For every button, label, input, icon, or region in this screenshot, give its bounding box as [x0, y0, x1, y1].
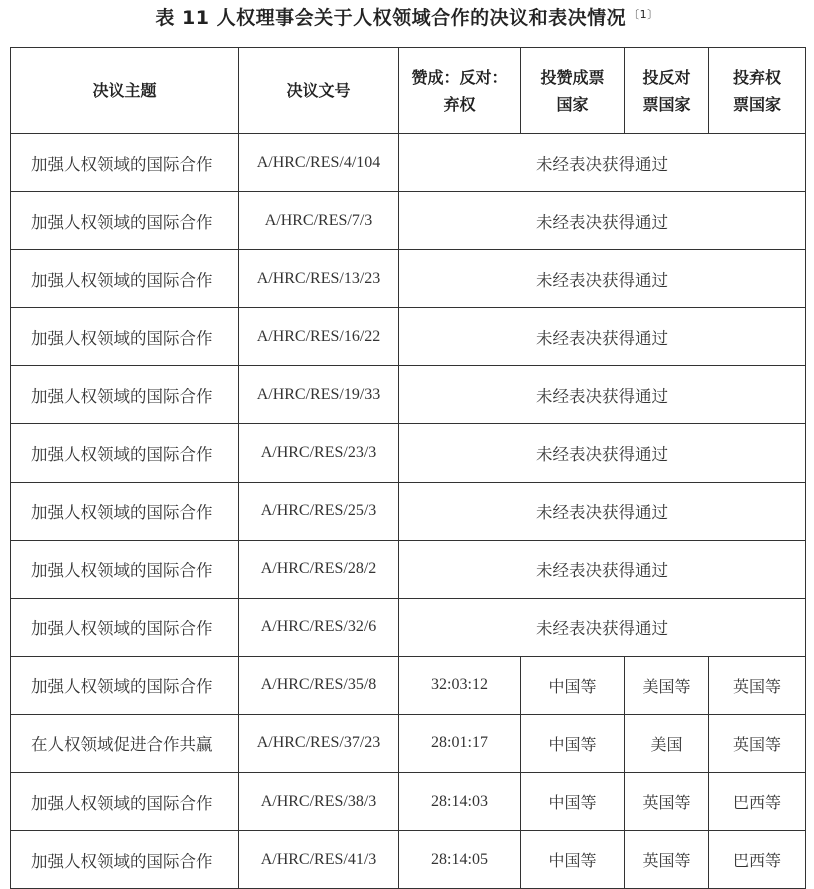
cell-doc-number: A/HRC/RES/19/33	[239, 366, 399, 424]
cell-doc-number: A/HRC/RES/32/6	[239, 598, 399, 656]
cell-topic: 加强人权领域的国际合作	[11, 250, 239, 308]
cell-adopted-without-vote: 未经表决获得通过	[399, 424, 806, 482]
cell-doc-number: A/HRC/RES/28/2	[239, 540, 399, 598]
cell-topic: 加强人权领域的国际合作	[11, 192, 239, 250]
cell-topic: 加强人权领域的国际合作	[11, 482, 239, 540]
table-row	[11, 134, 806, 192]
header-abstain-line1: 投弃权	[732, 67, 781, 87]
cell-topic: 加强人权领域的国际合作	[11, 831, 239, 889]
cell-doc-number: A/HRC/RES/13/23	[239, 250, 399, 308]
header-abstain-line2: 票国家	[732, 94, 781, 114]
cell-topic: 加强人权领域的国际合作	[11, 134, 239, 192]
cell-abstain-countries: 巴西等	[709, 773, 806, 831]
cell-vote-tally: 28:14:03	[399, 773, 521, 831]
table-header-row	[11, 48, 806, 134]
cell-doc-number: A/HRC/RES/7/3	[239, 192, 399, 250]
cell-doc-number: A/HRC/RES/41/3	[239, 831, 399, 889]
header-topic: 决议主题	[11, 48, 239, 134]
header-no-countries	[625, 48, 709, 134]
cell-topic: 在人权领域促进合作共赢	[11, 714, 239, 772]
footnote-mark: 〔1〕	[628, 8, 659, 21]
cell-yes-countries: 中国等	[521, 773, 625, 831]
header-yes-line2: 国家	[556, 94, 589, 114]
cell-adopted-without-vote: 未经表决获得通过	[399, 250, 806, 308]
cell-topic: 加强人权领域的国际合作	[11, 656, 239, 714]
cell-doc-number: A/HRC/RES/35/8	[239, 656, 399, 714]
cell-abstain-countries: 巴西等	[709, 831, 806, 889]
cell-no-countries: 美国等	[625, 656, 709, 714]
header-yes-countries	[521, 48, 625, 134]
table-row	[11, 656, 806, 714]
table-row	[11, 540, 806, 598]
table-title	[0, 4, 814, 32]
cell-abstain-countries: 英国等	[709, 714, 806, 772]
cell-vote-tally: 28:14:05	[399, 831, 521, 889]
cell-topic: 加强人权领域的国际合作	[11, 366, 239, 424]
table-row	[11, 773, 806, 831]
cell-doc-number: A/HRC/RES/25/3	[239, 482, 399, 540]
cell-topic: 加强人权领域的国际合作	[11, 424, 239, 482]
cell-yes-countries: 中国等	[521, 656, 625, 714]
cell-vote-tally: 28:01:17	[399, 714, 521, 772]
header-votes-line2: 弃权	[443, 94, 476, 114]
cell-adopted-without-vote: 未经表决获得通过	[399, 134, 806, 192]
cell-no-countries: 英国等	[625, 773, 709, 831]
cell-doc-number: A/HRC/RES/37/23	[239, 714, 399, 772]
header-no-line2: 票国家	[642, 94, 691, 114]
cell-doc-number: A/HRC/RES/16/22	[239, 308, 399, 366]
cell-doc-number: A/HRC/RES/38/3	[239, 773, 399, 831]
table-row	[11, 424, 806, 482]
cell-adopted-without-vote: 未经表决获得通过	[399, 308, 806, 366]
cell-adopted-without-vote: 未经表决获得通过	[399, 482, 806, 540]
cell-doc-number: A/HRC/RES/23/3	[239, 424, 399, 482]
cell-yes-countries: 中国等	[521, 831, 625, 889]
cell-doc-number: A/HRC/RES/4/104	[239, 134, 399, 192]
cell-vote-tally: 32:03:12	[399, 656, 521, 714]
header-doc-number: 决议文号	[239, 48, 399, 134]
cell-abstain-countries: 英国等	[709, 656, 806, 714]
header-votes	[399, 48, 521, 134]
table-row	[11, 192, 806, 250]
cell-topic: 加强人权领域的国际合作	[11, 540, 239, 598]
table-row	[11, 250, 806, 308]
cell-yes-countries: 中国等	[521, 714, 625, 772]
table-row	[11, 598, 806, 656]
cell-topic: 加强人权领域的国际合作	[11, 773, 239, 831]
cell-adopted-without-vote: 未经表决获得通过	[399, 192, 806, 250]
table-row	[11, 366, 806, 424]
cell-adopted-without-vote: 未经表决获得通过	[399, 598, 806, 656]
table-row	[11, 308, 806, 366]
header-no-line1: 投反对	[642, 67, 691, 87]
table-row	[11, 482, 806, 540]
cell-topic: 加强人权领域的国际合作	[11, 308, 239, 366]
cell-topic: 加强人权领域的国际合作	[11, 598, 239, 656]
cell-no-countries: 英国等	[625, 831, 709, 889]
header-votes-line1: 赞成：反对：	[411, 67, 508, 87]
cell-adopted-without-vote: 未经表决获得通过	[399, 540, 806, 598]
cell-adopted-without-vote: 未经表决获得通过	[399, 366, 806, 424]
table-row	[11, 714, 806, 772]
header-yes-line1: 投赞成票	[540, 67, 605, 87]
resolutions-table	[10, 47, 806, 889]
header-abstain-countries	[709, 48, 806, 134]
table-title-text: 表 11 人权理事会关于人权领域合作的决议和表决情况	[155, 7, 627, 29]
table-row	[11, 831, 806, 889]
cell-no-countries: 美国	[625, 714, 709, 772]
